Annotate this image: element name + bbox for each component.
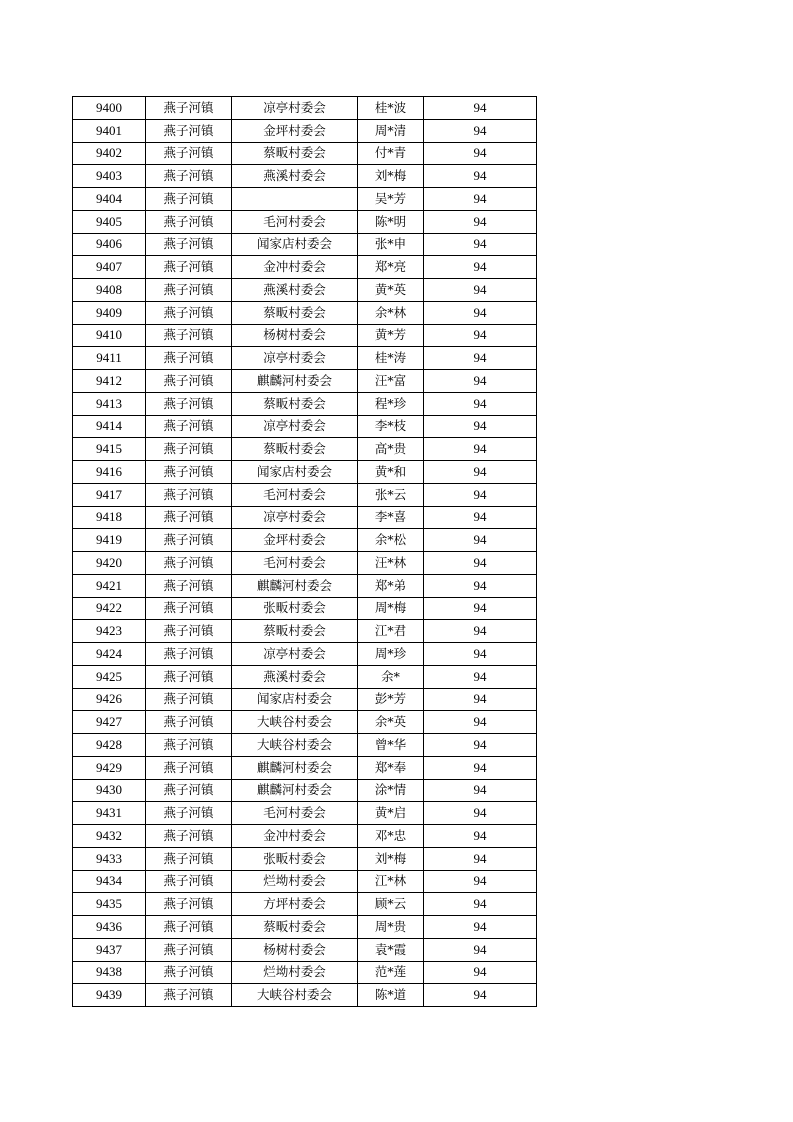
row-id-cell: 9417 [73,483,146,506]
town-cell: 燕子河镇 [146,711,232,734]
village-committee-cell: 毛河村委会 [232,552,358,575]
person-name-cell: 周*珍 [358,643,424,666]
village-committee-cell: 烂坳村委会 [232,961,358,984]
table-row [73,847,537,870]
village-committee-cell: 闻家店村委会 [232,461,358,484]
table-row [73,711,537,734]
village-committee-cell: 大峡谷村委会 [232,711,358,734]
village-committee-cell: 燕溪村委会 [232,665,358,688]
person-name-cell: 陈*明 [358,210,424,233]
row-id-cell: 9412 [73,370,146,393]
village-committee-cell: 烂坳村委会 [232,870,358,893]
row-id-cell: 9434 [73,870,146,893]
person-name-cell: 黄*启 [358,802,424,825]
score-cell: 94 [424,893,537,916]
score-cell: 94 [424,97,537,120]
row-id-cell: 9409 [73,301,146,324]
table-row [73,347,537,370]
town-cell: 燕子河镇 [146,165,232,188]
village-committee-cell: 凉亭村委会 [232,643,358,666]
score-cell: 94 [424,597,537,620]
table-row [73,938,537,961]
score-cell: 94 [424,119,537,142]
town-cell: 燕子河镇 [146,643,232,666]
table-row [73,461,537,484]
person-name-cell: 桂*涛 [358,347,424,370]
town-cell: 燕子河镇 [146,324,232,347]
row-id-cell: 9418 [73,506,146,529]
town-cell: 燕子河镇 [146,97,232,120]
table-row [73,779,537,802]
village-committee-cell: 毛河村委会 [232,483,358,506]
score-cell: 94 [424,461,537,484]
village-committee-cell: 毛河村委会 [232,802,358,825]
town-cell: 燕子河镇 [146,506,232,529]
village-committee-cell: 蔡畈村委会 [232,916,358,939]
town-cell: 燕子河镇 [146,597,232,620]
village-committee-cell: 蔡畈村委会 [232,392,358,415]
person-name-cell: 江*林 [358,870,424,893]
score-cell: 94 [424,620,537,643]
town-cell: 燕子河镇 [146,756,232,779]
table-row [73,893,537,916]
score-cell: 94 [424,392,537,415]
town-cell: 燕子河镇 [146,916,232,939]
person-name-cell: 刘*梅 [358,165,424,188]
row-id-cell: 9414 [73,415,146,438]
town-cell: 燕子河镇 [146,938,232,961]
person-name-cell: 李*枝 [358,415,424,438]
person-name-cell: 陈*道 [358,984,424,1007]
person-name-cell: 桂*波 [358,97,424,120]
row-id-cell: 9439 [73,984,146,1007]
row-id-cell: 9415 [73,438,146,461]
score-cell: 94 [424,984,537,1007]
score-cell: 94 [424,756,537,779]
person-name-cell: 郑*奉 [358,756,424,779]
village-committee-cell: 张畈村委会 [232,847,358,870]
village-committee-cell: 金冲村委会 [232,256,358,279]
town-cell: 燕子河镇 [146,210,232,233]
row-id-cell: 9419 [73,529,146,552]
row-id-cell: 9421 [73,574,146,597]
person-name-cell: 黄*芳 [358,324,424,347]
person-name-cell: 黄*英 [358,279,424,302]
town-cell: 燕子河镇 [146,188,232,211]
table-row [73,529,537,552]
village-committee-cell: 凉亭村委会 [232,347,358,370]
person-name-cell: 江*君 [358,620,424,643]
score-cell: 94 [424,210,537,233]
person-name-cell: 刘*梅 [358,847,424,870]
village-committee-cell: 方坪村委会 [232,893,358,916]
town-cell: 燕子河镇 [146,847,232,870]
score-cell: 94 [424,802,537,825]
row-id-cell: 9430 [73,779,146,802]
village-committee-cell: 凉亭村委会 [232,97,358,120]
table-row [73,119,537,142]
table-row [73,506,537,529]
table-row [73,301,537,324]
person-name-cell: 张*云 [358,483,424,506]
person-name-cell: 郑*弟 [358,574,424,597]
score-cell: 94 [424,483,537,506]
row-id-cell: 9406 [73,233,146,256]
row-id-cell: 9411 [73,347,146,370]
village-committee-cell: 杨树村委会 [232,324,358,347]
row-id-cell: 9401 [73,119,146,142]
row-id-cell: 9408 [73,279,146,302]
town-cell: 燕子河镇 [146,893,232,916]
village-committee-cell [232,188,358,211]
row-id-cell: 9407 [73,256,146,279]
score-cell: 94 [424,233,537,256]
village-committee-cell: 麒麟河村委会 [232,756,358,779]
town-cell: 燕子河镇 [146,825,232,848]
score-cell: 94 [424,370,537,393]
score-cell: 94 [424,256,537,279]
row-id-cell: 9429 [73,756,146,779]
table-row [73,165,537,188]
town-cell: 燕子河镇 [146,370,232,393]
row-id-cell: 9424 [73,643,146,666]
town-cell: 燕子河镇 [146,552,232,575]
score-cell: 94 [424,734,537,757]
row-id-cell: 9425 [73,665,146,688]
row-id-cell: 9416 [73,461,146,484]
person-name-cell: 范*莲 [358,961,424,984]
row-id-cell: 9426 [73,688,146,711]
town-cell: 燕子河镇 [146,574,232,597]
town-cell: 燕子河镇 [146,142,232,165]
row-id-cell: 9428 [73,734,146,757]
row-id-cell: 9410 [73,324,146,347]
row-id-cell: 9405 [73,210,146,233]
person-name-cell: 汪*富 [358,370,424,393]
score-cell: 94 [424,279,537,302]
row-id-cell: 9435 [73,893,146,916]
row-id-cell: 9432 [73,825,146,848]
person-name-cell: 余* [358,665,424,688]
score-cell: 94 [424,779,537,802]
table-row [73,483,537,506]
town-cell: 燕子河镇 [146,119,232,142]
town-cell: 燕子河镇 [146,779,232,802]
village-committee-cell: 蔡畈村委会 [232,142,358,165]
village-committee-cell: 金冲村委会 [232,825,358,848]
person-name-cell: 周*贵 [358,916,424,939]
score-cell: 94 [424,688,537,711]
town-cell: 燕子河镇 [146,961,232,984]
town-cell: 燕子河镇 [146,279,232,302]
score-cell: 94 [424,665,537,688]
village-committee-cell: 麒麟河村委会 [232,574,358,597]
table-row [73,802,537,825]
town-cell: 燕子河镇 [146,438,232,461]
row-id-cell: 9437 [73,938,146,961]
row-id-cell: 9438 [73,961,146,984]
town-cell: 燕子河镇 [146,461,232,484]
town-cell: 燕子河镇 [146,870,232,893]
table-row [73,643,537,666]
score-cell: 94 [424,142,537,165]
person-name-cell: 顾*云 [358,893,424,916]
town-cell: 燕子河镇 [146,734,232,757]
village-committee-cell: 金坪村委会 [232,119,358,142]
village-committee-cell: 大峡谷村委会 [232,734,358,757]
person-name-cell: 周*清 [358,119,424,142]
person-name-cell: 黄*和 [358,461,424,484]
score-cell: 94 [424,529,537,552]
village-committee-cell: 麒麟河村委会 [232,779,358,802]
table-row [73,665,537,688]
table-row [73,438,537,461]
person-name-cell: 涂*情 [358,779,424,802]
person-name-cell: 程*珍 [358,392,424,415]
score-cell: 94 [424,938,537,961]
row-id-cell: 9422 [73,597,146,620]
score-cell: 94 [424,438,537,461]
table-row [73,188,537,211]
score-cell: 94 [424,574,537,597]
village-committee-cell: 闻家店村委会 [232,233,358,256]
town-cell: 燕子河镇 [146,392,232,415]
table-row [73,279,537,302]
row-id-cell: 9423 [73,620,146,643]
person-name-cell: 余*英 [358,711,424,734]
village-committee-cell: 蔡畈村委会 [232,620,358,643]
table-row [73,756,537,779]
village-committee-cell: 燕溪村委会 [232,165,358,188]
data-table [72,96,537,1007]
score-cell: 94 [424,552,537,575]
table-row [73,597,537,620]
town-cell: 燕子河镇 [146,347,232,370]
person-name-cell: 郑*亮 [358,256,424,279]
table-row [73,392,537,415]
table-row [73,210,537,233]
row-id-cell: 9403 [73,165,146,188]
town-cell: 燕子河镇 [146,233,232,256]
table-row [73,552,537,575]
table-row [73,370,537,393]
score-cell: 94 [424,643,537,666]
village-committee-cell: 金坪村委会 [232,529,358,552]
person-name-cell: 李*喜 [358,506,424,529]
town-cell: 燕子河镇 [146,802,232,825]
row-id-cell: 9400 [73,97,146,120]
table-row [73,688,537,711]
village-committee-cell: 大峡谷村委会 [232,984,358,1007]
village-committee-cell: 凉亭村委会 [232,506,358,529]
town-cell: 燕子河镇 [146,301,232,324]
row-id-cell: 9402 [73,142,146,165]
village-committee-cell: 毛河村委会 [232,210,358,233]
score-cell: 94 [424,711,537,734]
table-row [73,825,537,848]
table-row [73,415,537,438]
table-row [73,97,537,120]
person-name-cell: 余*松 [358,529,424,552]
table-row [73,142,537,165]
row-id-cell: 9436 [73,916,146,939]
village-committee-cell: 杨树村委会 [232,938,358,961]
person-name-cell: 张*申 [358,233,424,256]
town-cell: 燕子河镇 [146,984,232,1007]
row-id-cell: 9431 [73,802,146,825]
score-cell: 94 [424,415,537,438]
score-cell: 94 [424,347,537,370]
person-name-cell: 袁*霞 [358,938,424,961]
table-row [73,324,537,347]
village-committee-cell: 凉亭村委会 [232,415,358,438]
table-row [73,734,537,757]
town-cell: 燕子河镇 [146,688,232,711]
table-row [73,620,537,643]
score-cell: 94 [424,506,537,529]
town-cell: 燕子河镇 [146,620,232,643]
village-committee-cell: 张畈村委会 [232,597,358,620]
village-committee-cell: 蔡畈村委会 [232,438,358,461]
person-name-cell: 汪*林 [358,552,424,575]
row-id-cell: 9404 [73,188,146,211]
village-committee-cell: 蔡畈村委会 [232,301,358,324]
person-name-cell: 付*青 [358,142,424,165]
person-name-cell: 邓*忠 [358,825,424,848]
table-row [73,256,537,279]
score-cell: 94 [424,825,537,848]
score-cell: 94 [424,847,537,870]
row-id-cell: 9433 [73,847,146,870]
person-name-cell: 彭*芳 [358,688,424,711]
row-id-cell: 9420 [73,552,146,575]
score-cell: 94 [424,961,537,984]
village-committee-cell: 闻家店村委会 [232,688,358,711]
score-cell: 94 [424,165,537,188]
row-id-cell: 9413 [73,392,146,415]
person-name-cell: 吴*芳 [358,188,424,211]
score-cell: 94 [424,870,537,893]
person-name-cell: 余*林 [358,301,424,324]
table-row [73,574,537,597]
person-name-cell: 高*贵 [358,438,424,461]
town-cell: 燕子河镇 [146,665,232,688]
table-row [73,233,537,256]
town-cell: 燕子河镇 [146,415,232,438]
village-committee-cell: 麒麟河村委会 [232,370,358,393]
town-cell: 燕子河镇 [146,529,232,552]
village-committee-cell: 燕溪村委会 [232,279,358,302]
person-name-cell: 曾*华 [358,734,424,757]
row-id-cell: 9427 [73,711,146,734]
table-row [73,916,537,939]
score-cell: 94 [424,916,537,939]
table-row [73,984,537,1007]
town-cell: 燕子河镇 [146,483,232,506]
score-cell: 94 [424,324,537,347]
table-row [73,961,537,984]
score-cell: 94 [424,188,537,211]
score-cell: 94 [424,301,537,324]
town-cell: 燕子河镇 [146,256,232,279]
table-body [73,97,537,1007]
person-name-cell: 周*梅 [358,597,424,620]
table-row [73,870,537,893]
